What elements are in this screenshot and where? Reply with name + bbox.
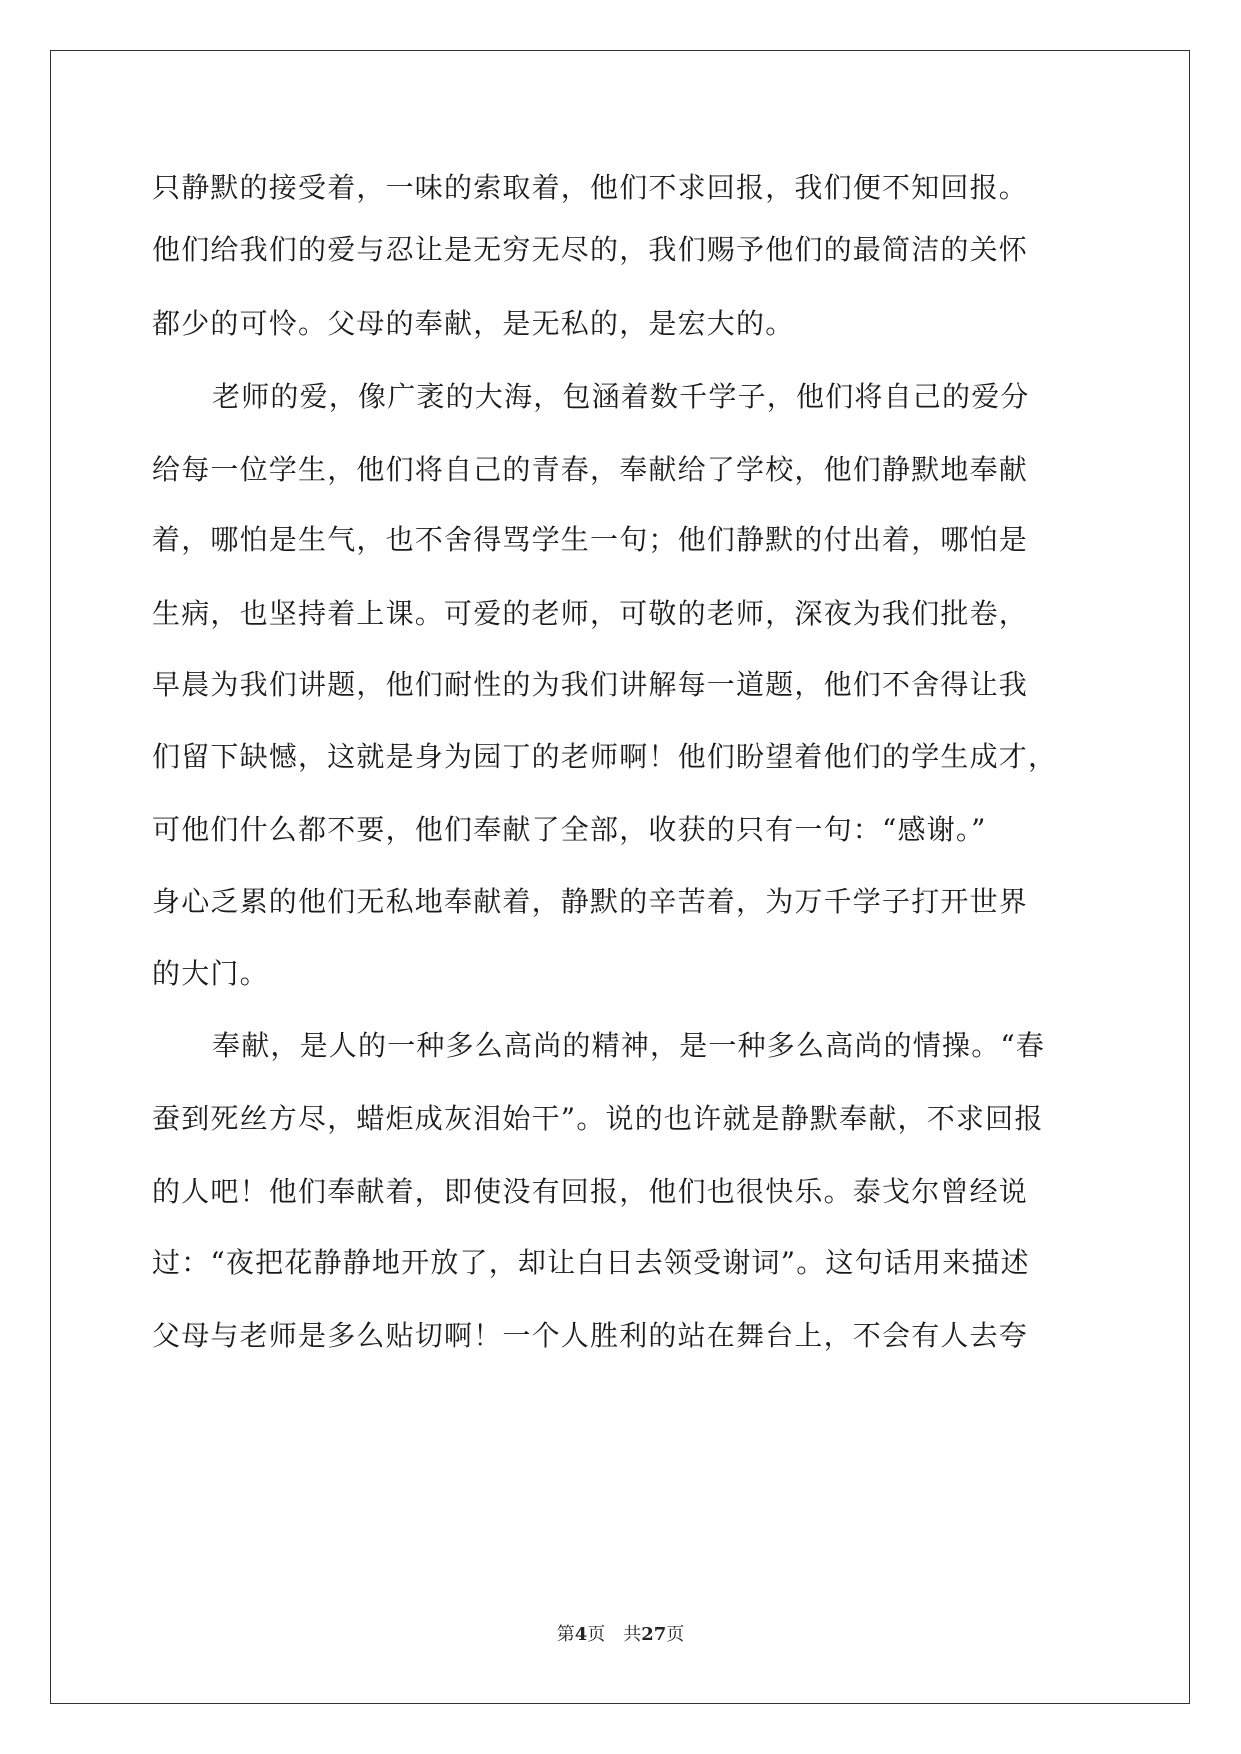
text-line: 的人吧！他们奉献着，即使没有回报，他们也很快乐。泰戈尔曾经说 bbox=[152, 1175, 1029, 1208]
text-line: 可他们什么都不要，他们奉献了全部，收获的只有一句：“感谢。” bbox=[152, 813, 987, 846]
page-border bbox=[50, 50, 1190, 1704]
current-page-number: 4 bbox=[574, 1624, 588, 1645]
text-line: 他们给我们的爱与忍让是无穷无尽的，我们赐予他们的最简洁的关怀 bbox=[152, 233, 1029, 266]
text-line: 都少的可怜。父母的奉献，是无私的，是宏大的。 bbox=[152, 307, 795, 340]
text-line: 父母与老师是多么贴切啊！一个人胜利的站在舞台上，不会有人去夸 bbox=[152, 1319, 1029, 1352]
text-line: 只静默的接受着，一味的索取着，他们不求回报，我们便不知回报。 bbox=[152, 171, 1029, 204]
text-line: 们留下缺憾，这就是身为园丁的老师啊！他们盼望着他们的学生成才， bbox=[152, 740, 1058, 773]
total-prefix: 共 bbox=[623, 1624, 642, 1645]
text-line: 生病，也坚持着上课。可爱的老师，可敬的老师，深夜为我们批卷， bbox=[152, 597, 1029, 630]
total-suffix: 页 bbox=[666, 1624, 685, 1645]
page-number-footer bbox=[0, 1623, 1241, 1647]
text-line: 早晨为我们讲题，他们耐性的为我们讲解每一道题，他们不舍得让我 bbox=[152, 668, 1029, 701]
text-line: 着，哪怕是生气，也不舍得骂学生一句；他们静默的付出着，哪怕是 bbox=[152, 523, 1029, 556]
paragraph-start-line: 奉献，是人的一种多么高尚的精神，是一种多么高尚的情操。“春 bbox=[212, 1029, 1046, 1062]
total-page-number: 27 bbox=[641, 1624, 667, 1645]
page-prefix: 第 bbox=[556, 1624, 575, 1645]
text-line: 身心乏累的他们无私地奉献着，静默的辛苦着，为万千学子打开世界 bbox=[152, 885, 1029, 918]
text-line: 蚕到死丝方尽，蜡炬成灰泪始干”。说的也许就是静默奉献，不求回报 bbox=[152, 1102, 1044, 1135]
text-line: 的大门。 bbox=[152, 957, 269, 990]
text-line: 给每一位学生，他们将自己的青春，奉献给了学校，他们静默地奉献 bbox=[152, 453, 1029, 486]
paragraph-start-line: 老师的爱，像广袤的大海，包涵着数千学子，他们将自己的爱分 bbox=[212, 380, 1030, 413]
page-suffix: 页 bbox=[587, 1624, 606, 1645]
text-line: 过：“夜把花静静地开放了，却让白日去领受谢词”。这句话用来描述 bbox=[152, 1246, 1030, 1279]
